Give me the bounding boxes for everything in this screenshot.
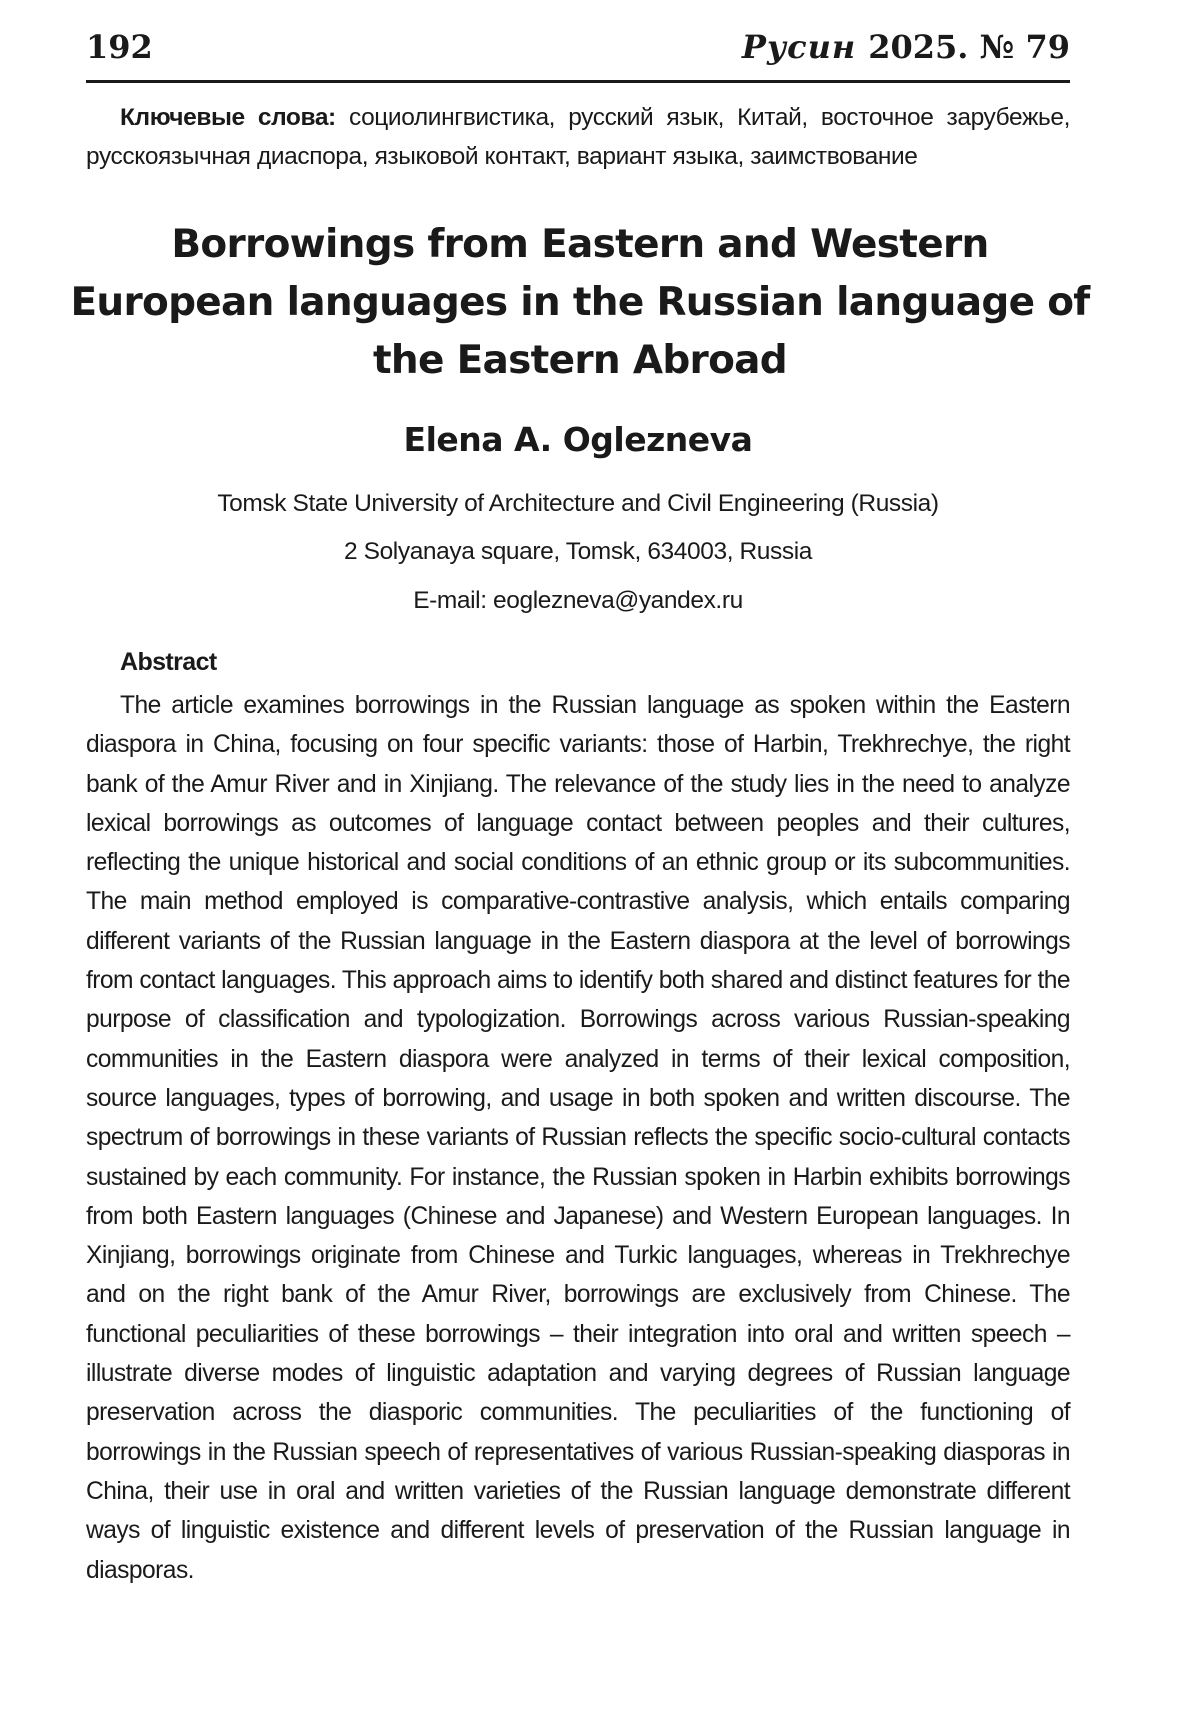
journal-info	[742, 28, 1070, 66]
abstract-text: The article examines borrowings in the Russian language as spoken within the Eastern diaspora in China, focusing on four specific variants: those of Harbin, Trekhrechye, the right bank of the Amur River and in Xinjiang. The relevance of the study lies in the need to analyze lexical borrowings as outcomes of language contact between peoples and their cultures, reflecting the unique historical and social conditions of an ethnic group or its subcommunities. The main method employed is comparative-contrastive analysis, which entails comparing different variants of the Russian language in the Eastern diaspora at the level of borrowings from contact languages. This approach aims to identify both shared and distinct features for the purpose of classification and typologization. Borrowings across various Russian-speaking communities in the Eastern diaspora were analyzed in terms of their lexical composition, source languages, types of borrowing, and usage in both spoken and written discourse. The spectrum of borrowings in these variants of Russian reflects the specific socio-cultural contacts sustained by each community. For instance, the Russian spoken in Harbin exhibits borrowings from both Eastern languages (Chinese and Japanese) and Western European languages. In Xinjiang, borrowings originate from Chinese and Turkic languages, whereas in Trekhrechye and on the right bank of the Amur River, borrowings are exclusively from Chinese. The functional peculiarities of these borrowings – their integration into oral and written speech – illustrate diverse modes of linguistic adaptation and varying degrees of Russian language preservation across the diasporic communities. The peculiarities of the functioning of borrowings in the Russian speech of representatives of various Russian-speaking diasporas in China, their use in oral and written varieties of the Russian language demonstrate different ways of linguistic existence and different levels of preservation of the Russian language in diasporas.	[86, 692, 1070, 1584]
author-name: Elena A. Oglezneva	[403, 420, 753, 459]
author-affiliation: Tomsk State University of Architecture and Civil Engineering (Russia)	[217, 490, 939, 517]
keywords-label: Ключевые слова:	[120, 104, 336, 131]
article-title: Borrowings from Eastern and Western European languages in the Russian language of the Eastern Abroad	[70, 222, 1090, 383]
author-address: 2 Solyanaya square, Tomsk, 634003, Russia	[344, 538, 812, 565]
abstract-heading: Abstract	[120, 648, 217, 676]
russian-keywords	[86, 98, 1070, 176]
journal-issue: 2025. № 79	[868, 28, 1070, 66]
page-number: 192	[86, 28, 153, 66]
keywords-text: социолингвистика, русский язык, Китай, восточное зарубежье, русскоязычная диаспора, языковой контакт, вариант языка, заимствование	[86, 104, 1070, 170]
journal-name: Русин	[741, 28, 857, 66]
author-email: E-mail: eoglezneva@yandex.ru	[413, 587, 743, 614]
running-header	[86, 24, 1070, 83]
